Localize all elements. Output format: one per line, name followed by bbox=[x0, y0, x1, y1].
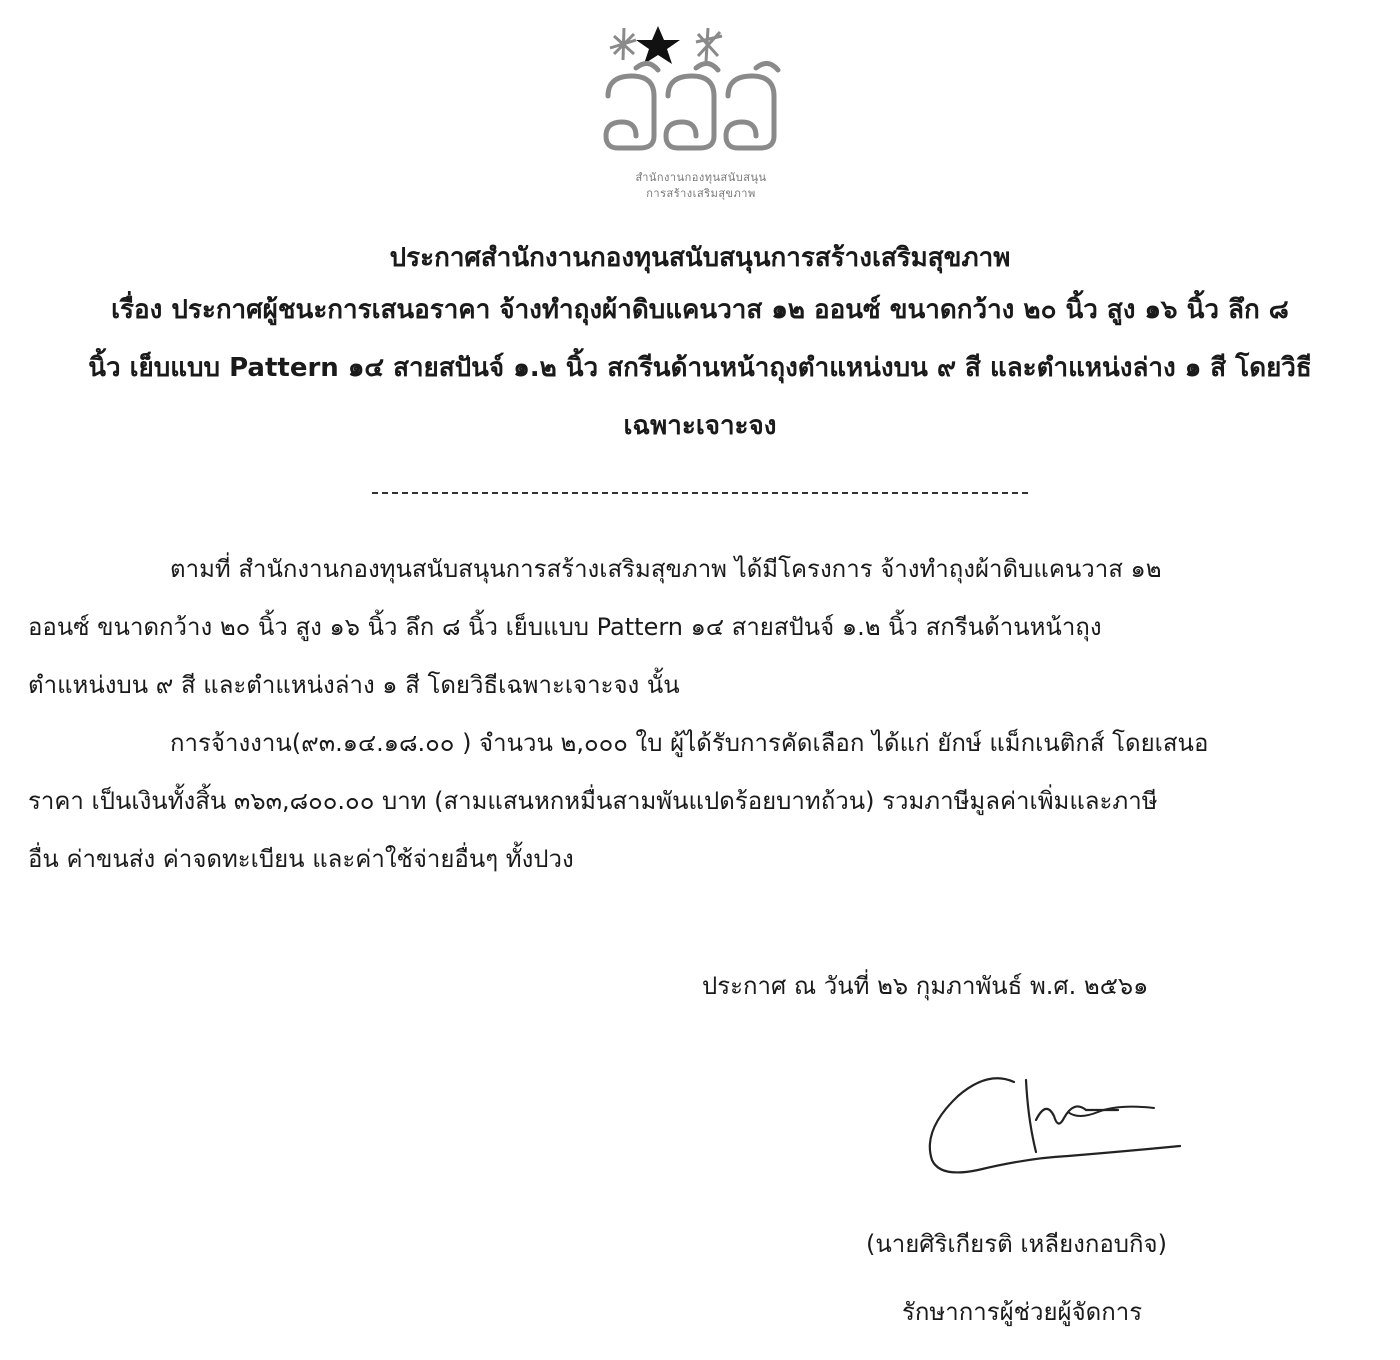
logo-subtitle-line1: สำนักงานกองทุนสนับสนุน bbox=[635, 171, 767, 184]
heading-line-2: เรื่อง ประกาศผู้ชนะการเสนอราคา จ้างทำถุงผ้าดิบแคนวาส ๑๒ ออนซ์ ขนาดกว้าง ๒๐ นิ้ว สูง ๑๖ นิ้ว ลึก ๘ bbox=[111, 295, 1289, 325]
paragraph-1-line-3: ตำแหน่งบน ๙ สี และตำแหน่งล่าง ๑ สี โดยวิธีเฉพาะเจาะจง นั้น bbox=[28, 671, 680, 699]
heading-line-4: เฉพาะเจาะจง bbox=[623, 411, 777, 441]
heading-line-1: ประกาศสำนักงานกองทุนสนับสนุนการสร้างเสริมสุขภาพ bbox=[389, 243, 1011, 273]
handwritten-signature bbox=[918, 1060, 1198, 1190]
dashed-divider bbox=[372, 492, 1028, 494]
announcement-heading bbox=[28, 236, 1372, 462]
signer-title: รักษาการผู้ช่วยผู้จัดการ bbox=[902, 1298, 1143, 1326]
announcement-date: ประกาศ ณ วันที่ ๒๖ กุมภาพันธ์ พ.ศ. ๒๕๖๑ bbox=[702, 972, 1149, 1000]
paragraph-1-line-1: ตามที่ สำนักงานกองทุนสนับสนุนการสร้างเสริมสุขภาพ ได้มีโครงการ จ้างทำถุงผ้าดิบแคนวาส ๑๒ bbox=[170, 555, 1162, 583]
star-figure-right-icon bbox=[696, 28, 722, 62]
star-figure-left-icon bbox=[610, 28, 636, 60]
wordmark-shapes-icon bbox=[606, 63, 778, 148]
thaihealth-logo bbox=[596, 18, 806, 200]
paragraph-2-line-2: ราคา เป็นเงินทั้งสิ้น ๓๖๓,๘๐๐.๐๐ บาท (สามแสนหกหมื่นสามพันแปดร้อยบาทถ้วน) รวมภาษีมูลค่าเพิ่มและภาษี bbox=[28, 787, 1158, 815]
star-figure-center-icon bbox=[636, 26, 680, 64]
paragraph-1-line-2: ออนซ์ ขนาดกว้าง ๒๐ นิ้ว สูง ๑๖ นิ้ว ลึก ๘ นิ้ว เย็บแบบ Pattern ๑๔ สายสปันจ์ ๑.๒ นิ้ว สกรีนด้านหน้าถุง bbox=[28, 613, 1102, 641]
signer-name: (นายศิริเกียรติ เหลียงกอบกิจ) bbox=[866, 1230, 1167, 1258]
announcement-body bbox=[28, 540, 1372, 888]
paragraph-2-line-1: การจ้างงาน(๙๓.๑๔.๑๘.๐๐ ) จำนวน ๒,๐๐๐ ใบ ผู้ได้รับการคัดเลือก ได้แก่ ยักษ์ แม็กเนติกส์ โดยเสนอ bbox=[170, 729, 1209, 757]
logo-subtitle-line2: การสร้างเสริมสุขภาพ bbox=[646, 187, 756, 200]
paragraph-2-line-3: อื่น ค่าขนส่ง ค่าจดทะเบียน และค่าใช้จ่ายอื่นๆ ทั้งปวง bbox=[28, 845, 574, 873]
heading-line-3: นิ้ว เย็บแบบ Pattern ๑๔ สายสปันจ์ ๑.๒ นิ้ว สกรีนด้านหน้าถุงตำแหน่งบน ๙ สี และตำแหน่งล่าง ๑ สี โดยวิธี bbox=[88, 353, 1312, 383]
logo-mark-icon bbox=[596, 18, 796, 168]
